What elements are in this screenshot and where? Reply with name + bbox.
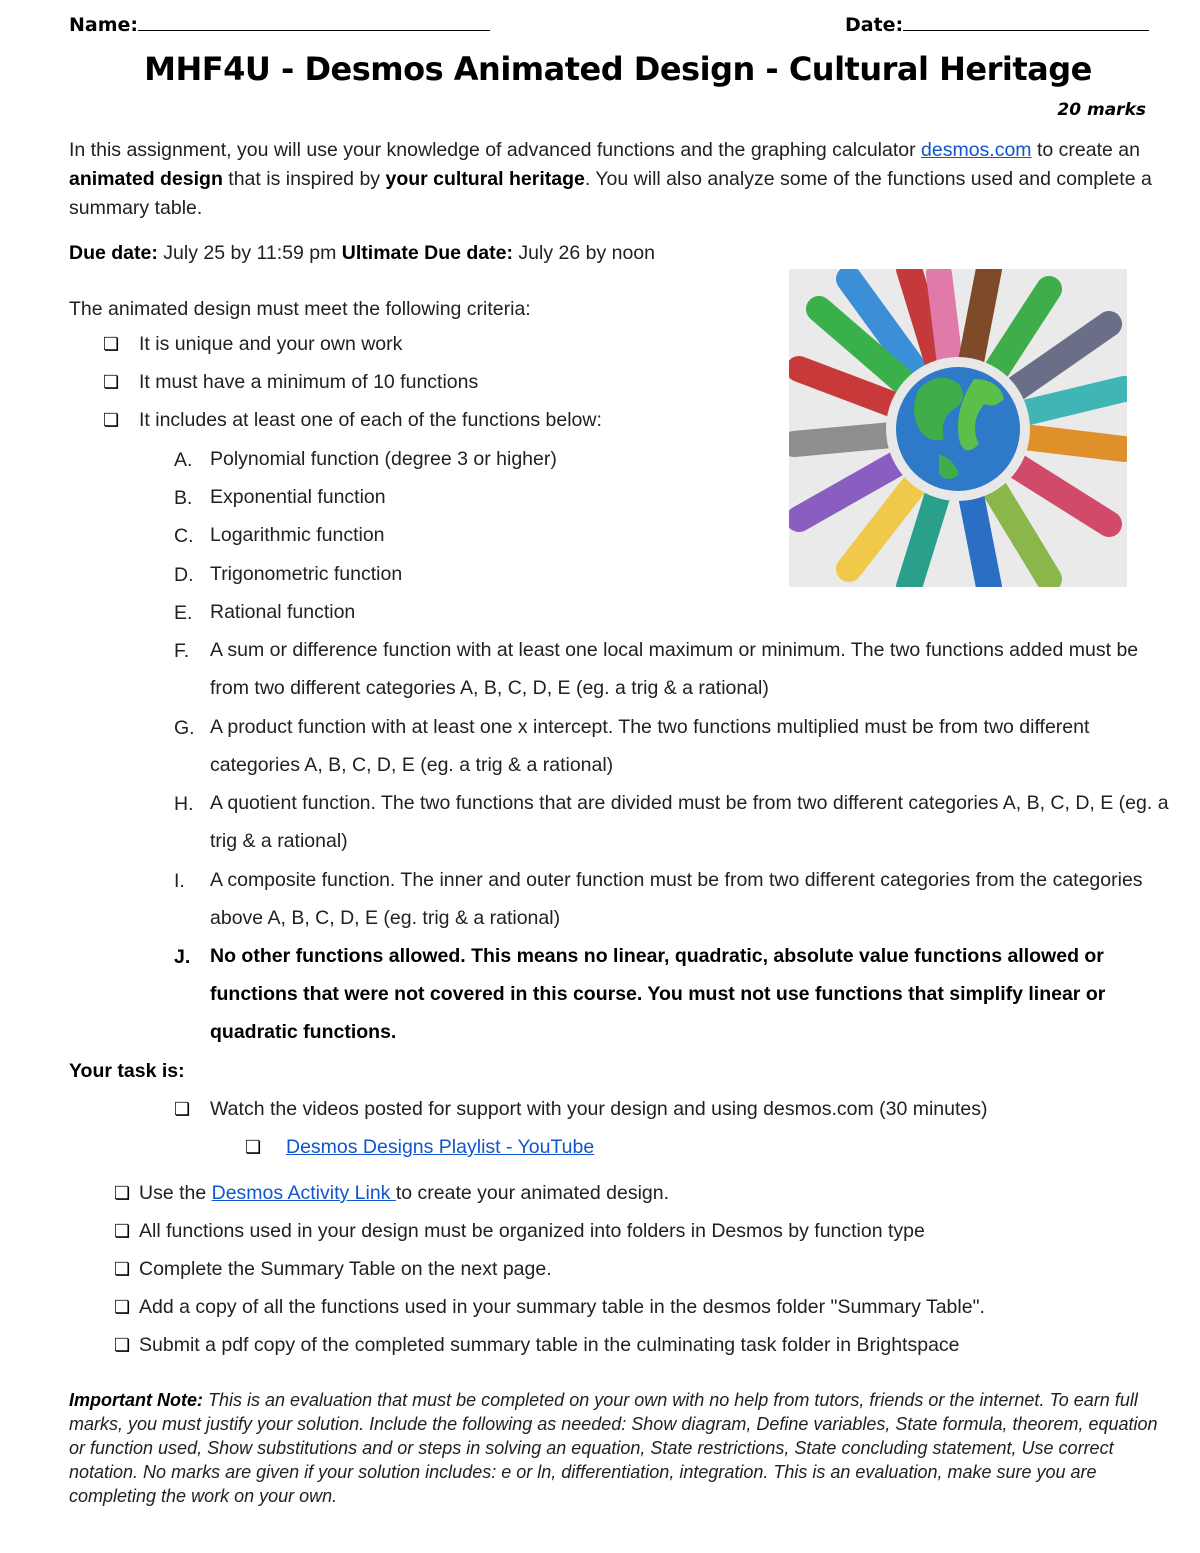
task-step-4: Submit a pdf copy of the completed summary table in the culminating task folder in Brightspace: [139, 1334, 960, 1356]
activity-link[interactable]: Desmos Activity Link: [211, 1182, 396, 1204]
intro-bold-2: your cultural heritage: [385, 168, 585, 190]
item-letter: F.: [174, 640, 190, 662]
criteria-item-j: No other functions allowed. This means no linear, quadratic, absolute value functions allowed or functions that were not covered in this course. You must not use functions that simplify linear or quadratic functions.: [210, 945, 1106, 1043]
item-letter: J.: [174, 946, 191, 968]
due-label: Due date:: [69, 242, 158, 264]
item-letter: B.: [174, 487, 193, 509]
page-title: MHF4U - Desmos Animated Design - Cultural Heritage: [144, 50, 1092, 88]
hands-globe-image: [789, 269, 1127, 587]
item-letter: E.: [174, 602, 193, 624]
intro-text-1: In this assignment, you will use your knowledge of advanced functions and the graphing calculator: [69, 139, 922, 161]
checkbox-icon[interactable]: ❏: [114, 1183, 131, 1203]
checkbox-icon[interactable]: ❏: [114, 1221, 131, 1241]
task-watch: Watch the videos posted for support with your design and using desmos.com (30 minutes): [210, 1098, 988, 1120]
hands-globe-illustration: [789, 269, 1127, 587]
item-letter: D.: [174, 564, 194, 586]
task-step-2: Complete the Summary Table on the next page.: [139, 1258, 552, 1280]
date-field: [845, 14, 1149, 36]
item-letter: I.: [174, 870, 185, 892]
task-heading-text: Your task is:: [69, 1060, 185, 1082]
criteria-item-b: Exponential function: [210, 486, 386, 508]
due-line: [69, 239, 655, 268]
item-letter: C.: [174, 525, 194, 547]
criteria-item-h: A quotient function. The two functions that are divided must be from two different categories A, B, C, D, E (eg. a trig & a rational): [210, 792, 1169, 852]
checkbox-icon[interactable]: ❏: [174, 1099, 191, 1119]
task-use-activity: [139, 1179, 669, 1208]
due-value: July 25 by 11:59 pm: [157, 242, 342, 264]
item-letter: A.: [174, 449, 193, 471]
criteria-item-i: A composite function. The inner and outer function must be from two different categories from the categories above A, B, C, D, E (eg. trig & a rational): [210, 869, 1143, 929]
criteria-item-g: A product function with at least one x intercept. The two functions multiplied must be from two different categories A, B, C, D, E (eg. a trig & a rational): [210, 716, 1090, 776]
name-field: [69, 14, 490, 36]
intro-text-4: . You will also analyze some of the functions used and complete a summary table.: [69, 168, 1152, 219]
intro-paragraph: [69, 136, 1169, 223]
criteria-intro: The animated design must meet the following criteria:: [69, 298, 531, 320]
important-note-text: This is an evaluation that must be completed on your own with no help from tutors, friends or the internet. To earn full marks, you must justify your solution. Include the following as needed: Show diagram, Define variables, State formula, theorem, equation or function used, Show substitutions and or steps in solving an equation, State restrictions, State concluding statement, Use correct notation. No marks are given if your solution includes: e or ln, differentiation, integration. This is an evaluation, make sure you are completing the work on your own.: [69, 1390, 1158, 1506]
checkbox-icon[interactable]: ❏: [114, 1297, 131, 1317]
criteria-item-e: Rational function: [210, 601, 356, 623]
item-letter: G.: [174, 717, 195, 739]
task-step-1: All functions used in your design must be organized into folders in Desmos by function type: [139, 1220, 925, 1242]
checkbox-icon[interactable]: ❏: [245, 1137, 262, 1157]
intro-text-2: to create an: [1031, 139, 1140, 161]
criteria-item-c: Logarithmic function: [210, 524, 385, 546]
desmos-link[interactable]: desmos.com: [921, 139, 1032, 161]
task-use-pre: Use the: [139, 1182, 212, 1204]
criteria-check-3: It includes at least one of each of the functions below:: [139, 409, 602, 431]
item-letter: H.: [174, 793, 194, 815]
criteria-item-d: Trigonometric function: [210, 563, 403, 585]
criteria-check-2: It must have a minimum of 10 functions: [139, 371, 479, 393]
name-label: Name:: [69, 14, 139, 36]
checkbox-icon[interactable]: ❏: [114, 1335, 131, 1355]
checkbox-icon[interactable]: ❏: [114, 1259, 131, 1279]
task-step-3: Add a copy of all the functions used in your summary table in the desmos folder "Summary Table".: [139, 1296, 985, 1318]
criteria-check-1: It is unique and your own work: [139, 333, 403, 355]
important-note-label: Important Note:: [69, 1390, 203, 1410]
checkbox-icon[interactable]: ❏: [103, 334, 120, 354]
date-line[interactable]: [903, 30, 1149, 31]
checkbox-icon[interactable]: ❏: [103, 372, 120, 392]
playlist-link[interactable]: Desmos Designs Playlist - YouTube: [286, 1136, 595, 1158]
name-line[interactable]: [138, 30, 490, 31]
intro-bold-1: animated design: [69, 168, 223, 190]
ultimate-due-label: Ultimate Due date:: [341, 242, 513, 264]
date-label: Date:: [845, 14, 904, 36]
marks-label: 20 marks: [1057, 100, 1146, 120]
ultimate-due-value: July 26 by noon: [512, 242, 655, 264]
important-note: [69, 1388, 1169, 1508]
criteria-item-f: A sum or difference function with at least one local maximum or minimum. The two functions added must be from two different categories A, B, C, D, E (eg. a trig & a rational): [210, 639, 1139, 699]
criteria-item-a: Polynomial function (degree 3 or higher): [210, 448, 557, 470]
intro-text-3: that is inspired by: [222, 168, 386, 190]
task-use-post: to create your animated design.: [395, 1182, 670, 1204]
checkbox-icon[interactable]: ❏: [103, 410, 120, 430]
task-heading: [69, 1057, 185, 1086]
